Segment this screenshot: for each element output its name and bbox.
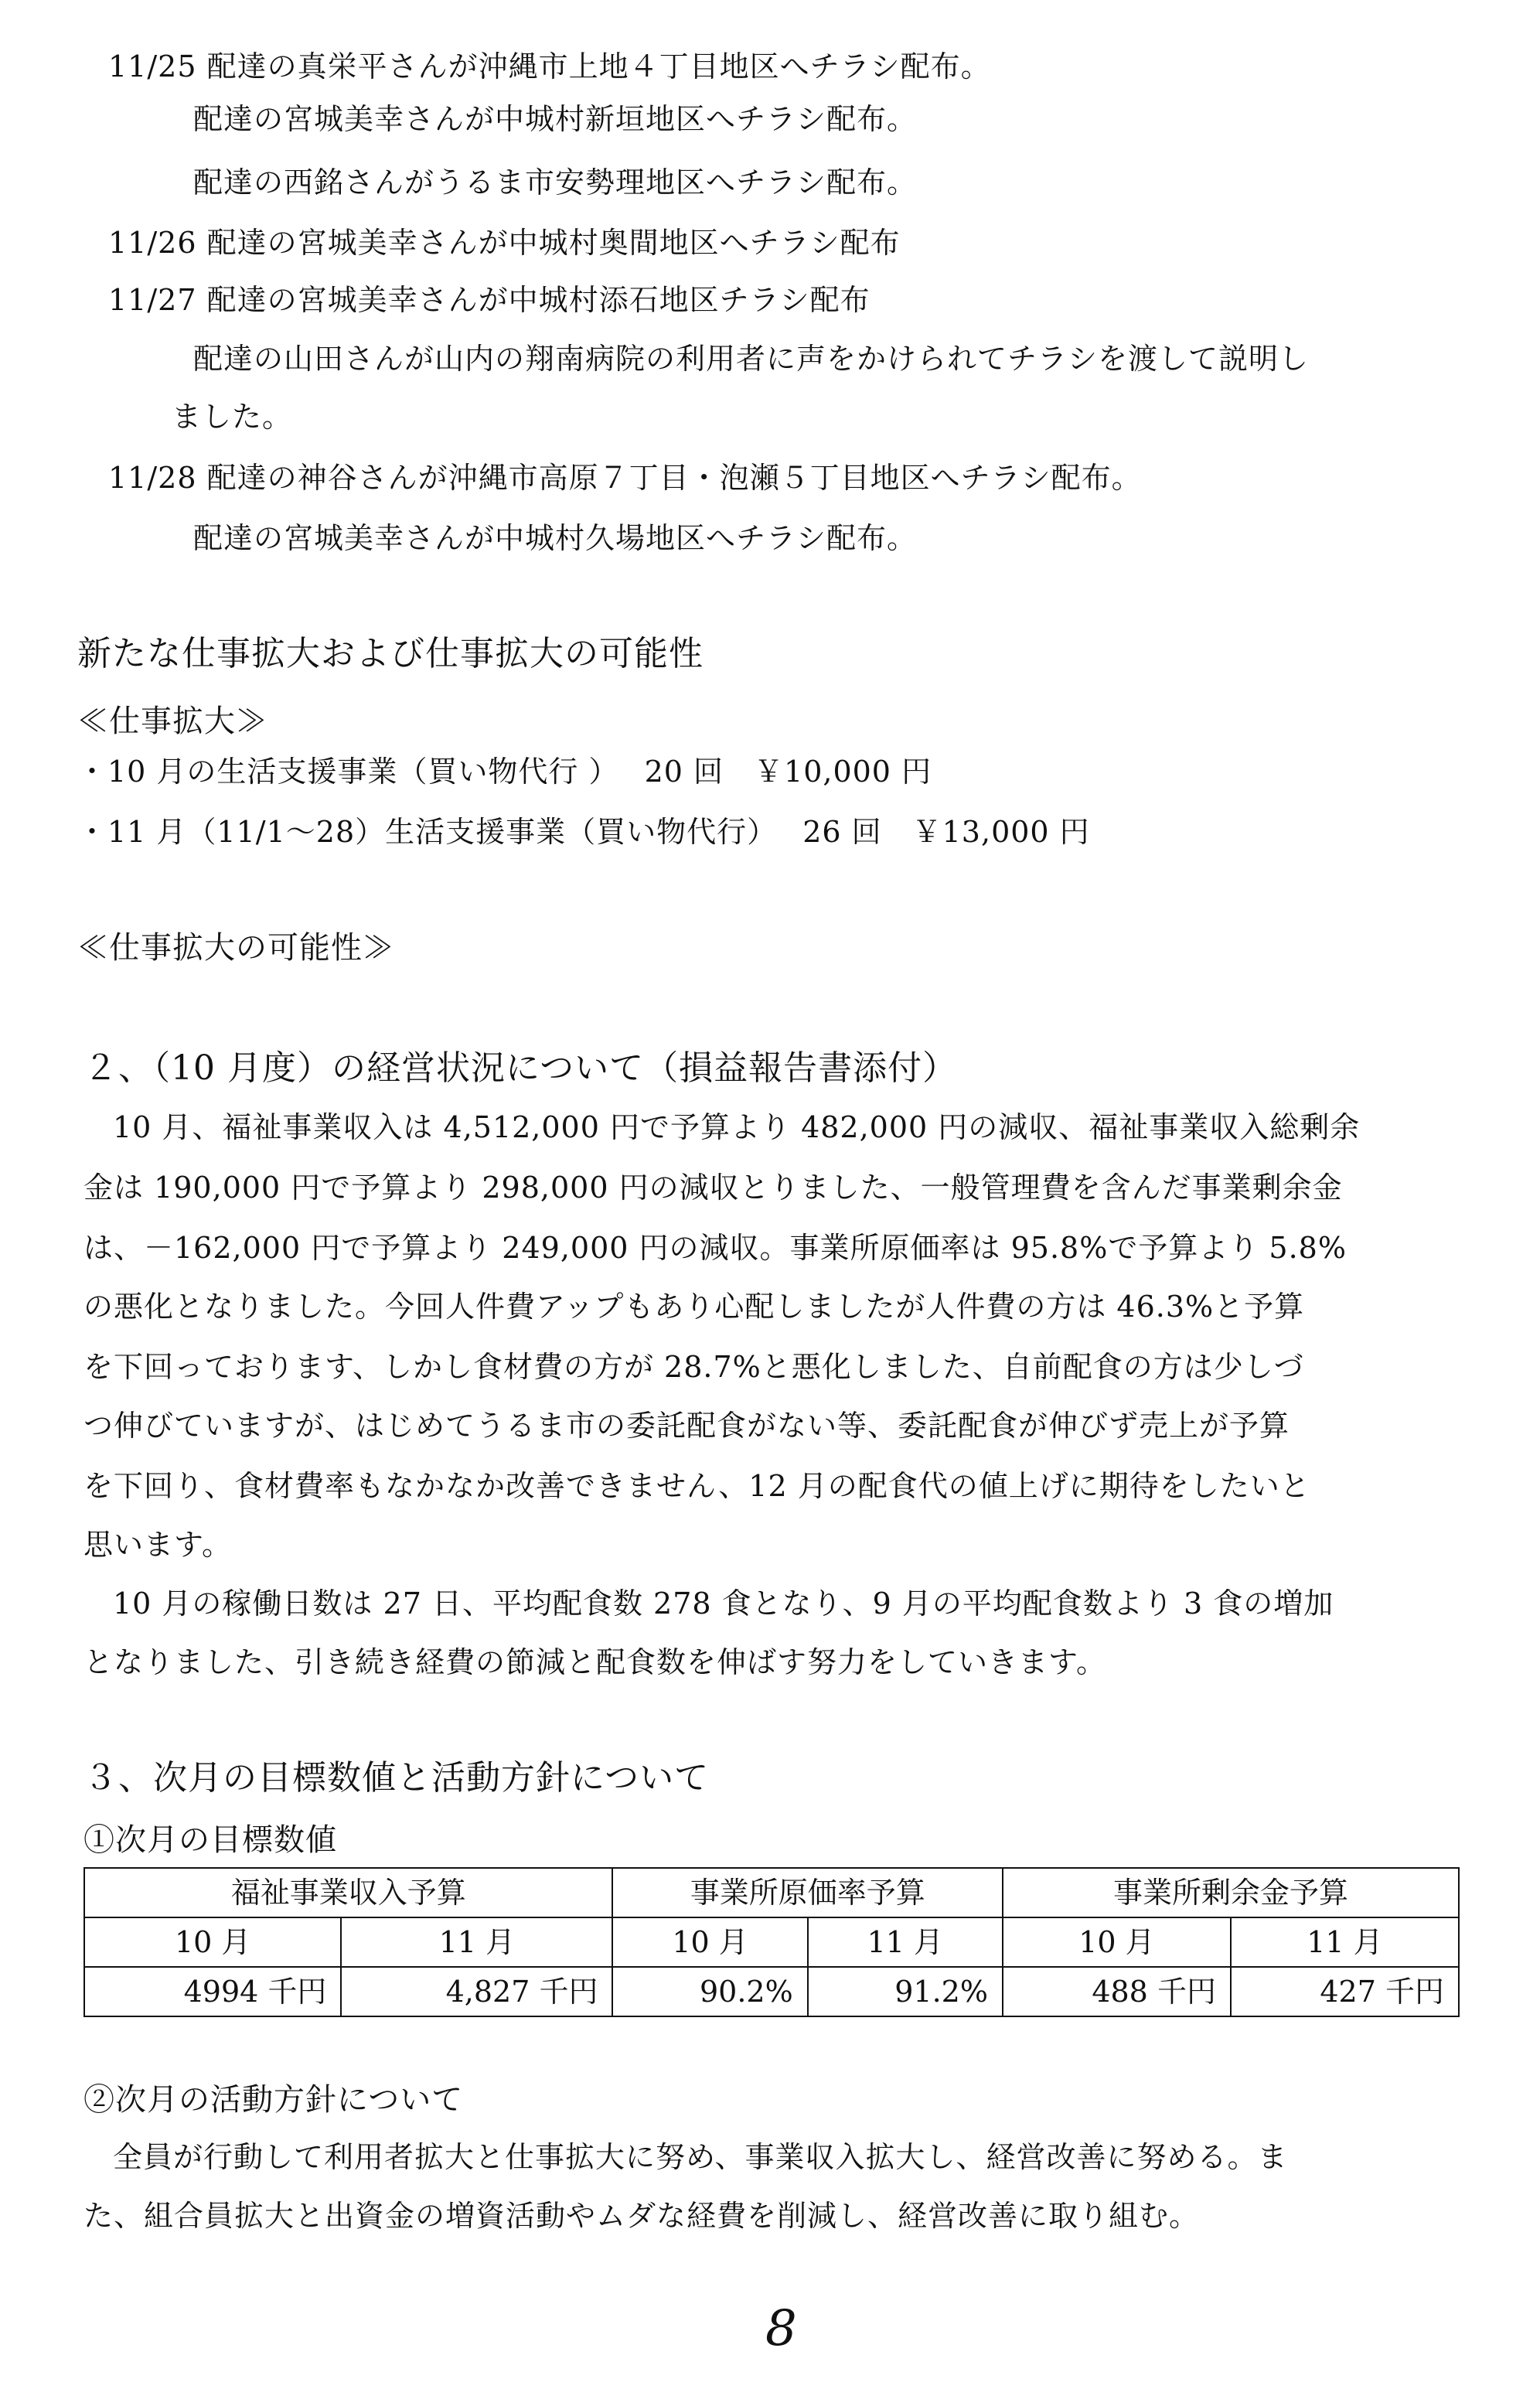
page-number: 8 xyxy=(765,2300,797,2357)
table-month-cell: 10 月 xyxy=(84,1917,341,1967)
expansion-possibility-subheading: ≪仕事拡大の可能性≫ xyxy=(77,930,394,966)
paragraph-line: を下回り、食材費率もなかなか改善できません、12 月の配食代の値上げに期待をしたいと xyxy=(83,1469,1310,1503)
table-value-cell: 90.2% xyxy=(612,1967,807,2016)
table-row xyxy=(84,1967,1459,2016)
paragraph-line: の悪化となりました。今回人件費アップもあり心配しましたが人件費の方は 46.3%と予算 xyxy=(83,1290,1305,1324)
table-header-cell: 事業所剰余金予算 xyxy=(1003,1868,1459,1917)
table-value-cell: 4,827 千円 xyxy=(341,1967,612,2016)
table-header-cell: 事業所原価率予算 xyxy=(612,1868,1003,1917)
paragraph-line: 10 月、福祉事業収入は 4,512,000 円で予算より 482,000 円の減収、福祉事業収入総剰余 xyxy=(113,1110,1361,1144)
log-line: 配達の西銘さんがうるま市安勢理地区へチラシ配布。 xyxy=(193,165,918,199)
paragraph-line: 全員が行動して利用者拡大と仕事拡大に努め、事業収入拡大し、経営改善に努める。ま xyxy=(113,2140,1288,2174)
expansion-title: 新たな仕事拡大および仕事拡大の可能性 xyxy=(77,634,704,673)
log-line: 配達の山田さんが山内の翔南病院の利用者に声をかけられてチラシを渡して説明し xyxy=(193,342,1310,376)
table-header-row xyxy=(84,1868,1459,1917)
log-line: ました。 xyxy=(172,400,293,434)
expansion-item: ・10 月の生活支援事業（買い物代行 ） 20 回 ￥10,000 円 xyxy=(77,755,932,789)
target-values-subheading: ①次月の目標数値 xyxy=(83,1822,337,1858)
paragraph-line: は、－162,000 円で予算より 249,000 円の減収。事業所原価率は 95.8%で予算より 5.8% xyxy=(83,1231,1347,1265)
log-line: 11/26 配達の宮城美幸さんが中城村奥間地区へチラシ配布 xyxy=(108,226,901,260)
section-2-title: ２、（10 月度）の経営状況について（損益報告書添付） xyxy=(83,1048,958,1088)
paragraph-line: 10 月の稼働日数は 27 日、平均配食数 278 食となり、9 月の平均配食数より 3 食の増加 xyxy=(113,1587,1334,1621)
paragraph-line: を下回っております、しかし食材費の方が 28.7%と悪化しました、自前配食の方は少しづ xyxy=(83,1350,1304,1384)
table-month-cell: 10 月 xyxy=(612,1917,807,1967)
table-value-cell: 91.2% xyxy=(808,1967,1003,2016)
log-line: 配達の宮城美幸さんが中城村久場地区へチラシ配布。 xyxy=(193,521,918,555)
section-3-title: ３、次月の目標数値と活動方針について xyxy=(83,1758,710,1798)
target-values-table xyxy=(83,1867,1460,2017)
table-month-cell: 11 月 xyxy=(341,1917,612,1967)
table-value-cell: 4994 千円 xyxy=(84,1967,341,2016)
expansion-subheading: ≪仕事拡大≫ xyxy=(77,704,267,739)
paragraph-line: た、組合員拡大と出資金の増資活動やムダな経費を削減し、経営改善に取り組む。 xyxy=(83,2199,1200,2233)
log-line: 11/27 配達の宮城美幸さんが中城村添石地区チラシ配布 xyxy=(108,283,871,317)
table-month-cell: 10 月 xyxy=(1003,1917,1231,1967)
log-line: 11/28 配達の神谷さんが沖縄市高原７丁目・泡瀬５丁目地区へチラシ配布。 xyxy=(108,461,1142,495)
table-month-cell: 11 月 xyxy=(1231,1917,1459,1967)
log-line: 11/25 配達の真栄平さんが沖縄市上地４丁目地区へチラシ配布。 xyxy=(108,49,991,84)
table-value-cell: 488 千円 xyxy=(1003,1967,1231,2016)
log-line: 配達の宮城美幸さんが中城村新垣地区へチラシ配布。 xyxy=(193,102,918,136)
table-header-cell: 福祉事業収入予算 xyxy=(84,1868,612,1917)
expansion-item: ・11 月（11/1～28）生活支援事業（買い物代行） 26 回 ￥13,000 円 xyxy=(77,815,1090,849)
table-value-cell: 427 千円 xyxy=(1231,1967,1459,2016)
paragraph-line: 金は 190,000 円で予算より 298,000 円の減収とりました、一般管理費を含んだ事業剰余金 xyxy=(83,1171,1343,1205)
activity-policy-subheading: ②次月の活動方針について xyxy=(83,2082,464,2118)
table-month-cell: 11 月 xyxy=(808,1917,1003,1967)
paragraph-line: 思います。 xyxy=(83,1528,232,1562)
paragraph-line: つ伸びていますが、はじめてうるま市の委託配食がない等、委託配食が伸びず売上が予算 xyxy=(83,1409,1290,1443)
table-month-row xyxy=(84,1917,1459,1967)
paragraph-line: となりました、引き続き経費の節減と配食数を伸ばす努力をしていきます。 xyxy=(83,1645,1106,1679)
